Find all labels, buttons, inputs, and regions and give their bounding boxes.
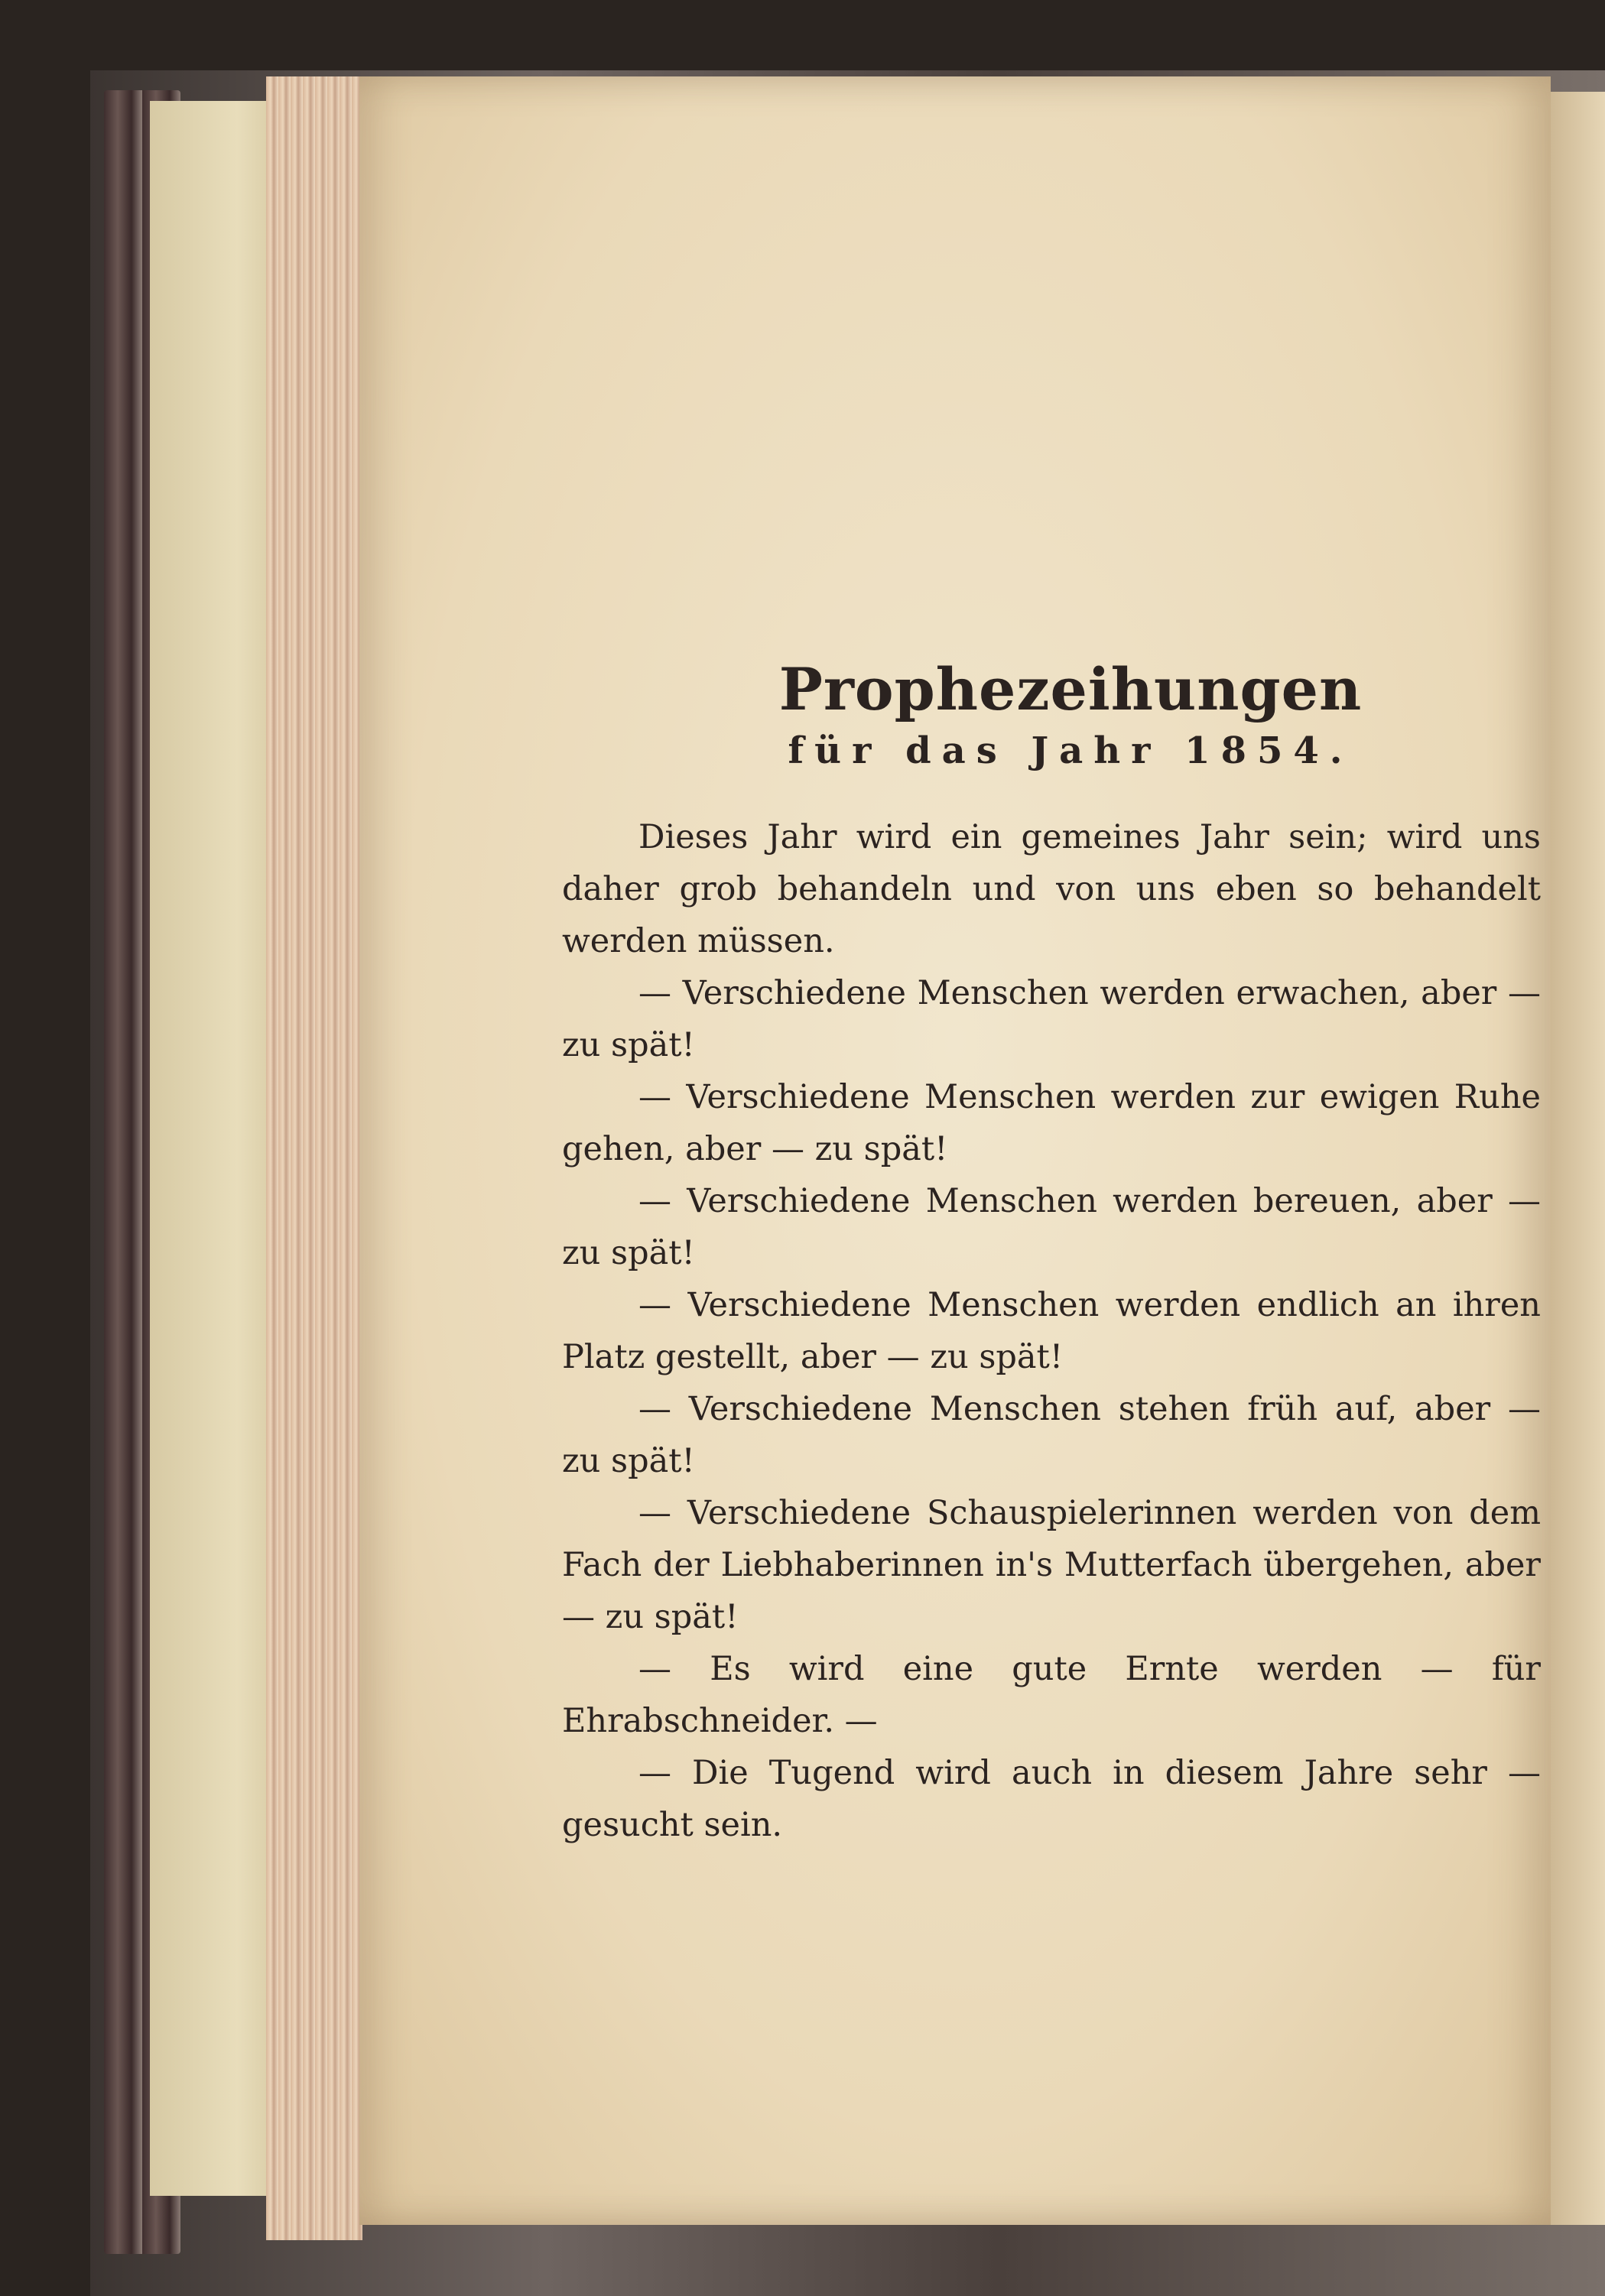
paragraph: — Verschiedene Menschen werden endlich an ihren Platz gestellt, aber — zu spät! bbox=[562, 1286, 1541, 1377]
page-title: Prophezeihungen bbox=[778, 655, 1363, 723]
page-edges bbox=[266, 76, 362, 2240]
paragraph: — Verschiedene Menschen werden erwachen, aber — zu spät! bbox=[562, 974, 1541, 1065]
paragraph: — Verschiedene Menschen stehen früh auf, aber — zu spät! bbox=[562, 1390, 1541, 1481]
paragraph: — Die Tugend wird auch in diesem Jahre sehr — gesucht sein. bbox=[562, 1754, 1541, 1845]
page-text-block bbox=[562, 655, 1548, 1851]
paragraph: — Verschiedene Menschen werden bereuen, aber — zu spät! bbox=[562, 1182, 1541, 1273]
paragraph: — Es wird eine gute Ernte werden — für Ehrabschneider. — bbox=[562, 1650, 1541, 1741]
paragraph: — Verschiedene Menschen werden zur ewigen Ruhe gehen, aber — zu spät! bbox=[562, 1078, 1541, 1169]
paragraph: Dieses Jahr wird ein gemeines Jahr sein; wird uns daher grob behandeln und von uns eben so behandelt werden müssen. bbox=[562, 818, 1541, 961]
page-subtitle: für das Jahr 1854. bbox=[788, 729, 1353, 772]
paragraph: — Verschiedene Schauspielerinnen werden von dem Fach der Liebhaberinnen in's Mutterfach übergehen, aber — zu spät! bbox=[562, 1494, 1541, 1637]
adjacent-page-edge bbox=[1551, 92, 1605, 2225]
